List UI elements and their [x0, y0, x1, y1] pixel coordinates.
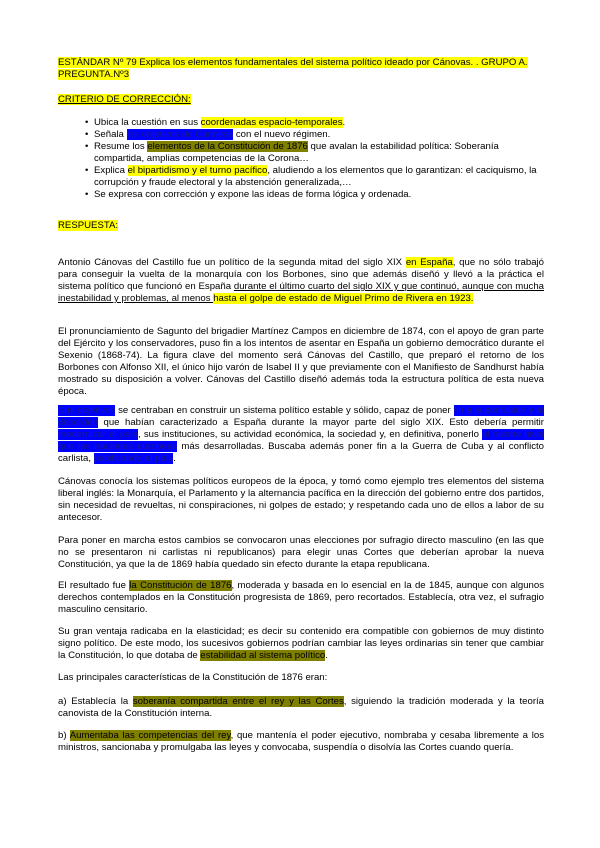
- answer-paragraph-7: Su gran ventaja radicaba en la elasticidad; es decir su contenido era compatible con gobiernos de muy distinto signo político. De este modo, los sucesivos gobiernos podrían cambiar las leyes ordinarias sin tener que cambiar la Constitución, lo que dotaba de estabilidad al sistema político.: [58, 626, 544, 661]
- criteria-item: • Se expresa con corrección y expone las ideas de forma lógica y ordenada.: [94, 189, 544, 201]
- answer-paragraph-1: Antonio Cánovas del Castillo fue un político de la segunda mitad del siglo XIX en España, que no sólo trabajó para conseguir la vuelta de la monarquía con los Borbones, sino que además diseñó y llevó a la práctica el sistema político que funcionó en España durante el último cuarto del siglo XIX y que continuó, aunque con mucha inestabilidad y problemas, al menos hasta el golpe de estado de Miguel Primo de Rivera en 1923.: [58, 257, 544, 304]
- answer-title: [58, 220, 544, 232]
- answer-paragraph-2: El pronunciamiento de Sagunto del brigadier Martínez Campos en diciembre de 1874, con el apoyo de gran parte del Ejército y los conservadores, puso fin a los intentos de asentar en España un gobierno democrático durante el Sexenio (1868-74). La figura clave del momento será Cánovas del Castillo, que preparó el retorno de los Borbones con Alfonso XII, el único hijo varón de Isabel II y que previamente con el Manifiesto de Sandhurst había mostrado su disposición a volver. Cánovas del Castillo diseñó además toda la estructura política de esta nueva época.: [58, 326, 544, 397]
- answer-paragraph-6: El resultado fue la Constitución de 1876, moderada y basada en lo esencial en la de 1845, aunque con algunos derechos contemplados en la Constitución progresista de 1869, pero recortados. Establecía, otra vez, el sufragio masculino censitario.: [58, 580, 544, 615]
- answer-paragraph-8: Las principales características de la Constitución de 1876 eran:: [58, 672, 328, 683]
- answer-paragraph-5: Para poner en marcha estos cambios se convocaron unas elecciones por sufragio directo masculino (en las que no se presentaron ni carlistas ni republicanos) para elegir unas Cortes que deberían aprobar la nueva Constitución, ya que la de 1869 había quedado sin efecto durante la etapa republicana.: [58, 535, 544, 570]
- criteria-list: [58, 117, 544, 201]
- answer-paragraph-4: Cánovas conocía los sistemas políticos europeos de la época, y tomó como ejemplo tres elementos del sistema liberal inglés: la Monarquía, el Parlamento y la alternancia pacífica en la dirección del gobierno entre dos partidos, sin necesidad de revueltas, ni conspiraciones, ni golpes de estado; y respetando cada uno de ellos a labor de su antecesor.: [58, 476, 544, 523]
- criteria-item: • Explica el bipartidismo y el turno pacífico, aludiendo a los elementos que lo garantizan: el caciquismo, la corrupción y fraude electoral y la abstención generalizada,…: [94, 165, 544, 189]
- criteria-item: • Resume los elementos de la Constitución de 1876 que avalan la estabilidad política: Soberanía compartida, amplias competencias de la Corona…: [94, 141, 544, 165]
- standard-heading: [58, 57, 544, 81]
- criteria-item: • Ubica la cuestión en sus coordenadas espacio-temporales.: [94, 117, 544, 129]
- criteria-item: • Señala los objetivos de Cánovas con el nuevo régimen.: [94, 129, 544, 141]
- answer-paragraph-10: b) Aumentaba las competencias del rey, que mantenía el poder ejecutivo, nombraba y cesaba libremente a los ministros, sancionaba y promulgaba las leyes y convocaba, suspendía o disolvía las Cortes cuando quería.: [58, 730, 545, 753]
- standard-heading-text: ESTÁNDAR Nº 79 Explica los elementos fundamentales del sistema político ideado por Cánovas. . GRUPO A. PREGUNTA.Nº3: [58, 57, 528, 80]
- criteria-title: [58, 94, 544, 106]
- answer-paragraph-3: Sus objetivos se centraban en construir un sistema político estable y sólido, capaz de poner fin a la confusión y al desorden que habían caracterizado a España durante la mayor parte del siglo XIX. Esto debería permitir modernizar el país, sus instituciones, su actividad económica, la sociedad y, en definitiva, ponerlo al mismo nivel que las naciones europeas más desarrolladas. Buscaba además poner fin a la Guerra de Cuba y al conflicto carlista, pacificando el país.: [58, 405, 545, 464]
- answer-title-text: RESPUESTA:: [58, 220, 119, 231]
- criteria-title-text: CRITERIO DE CORRECCIÓN:: [58, 94, 191, 105]
- answer-paragraph-9: a) Establecía la soberanía compartida entre el rey y las Cortes, siguiendo la tradición moderada y la teoría canovista de la Constitución interna.: [58, 696, 545, 719]
